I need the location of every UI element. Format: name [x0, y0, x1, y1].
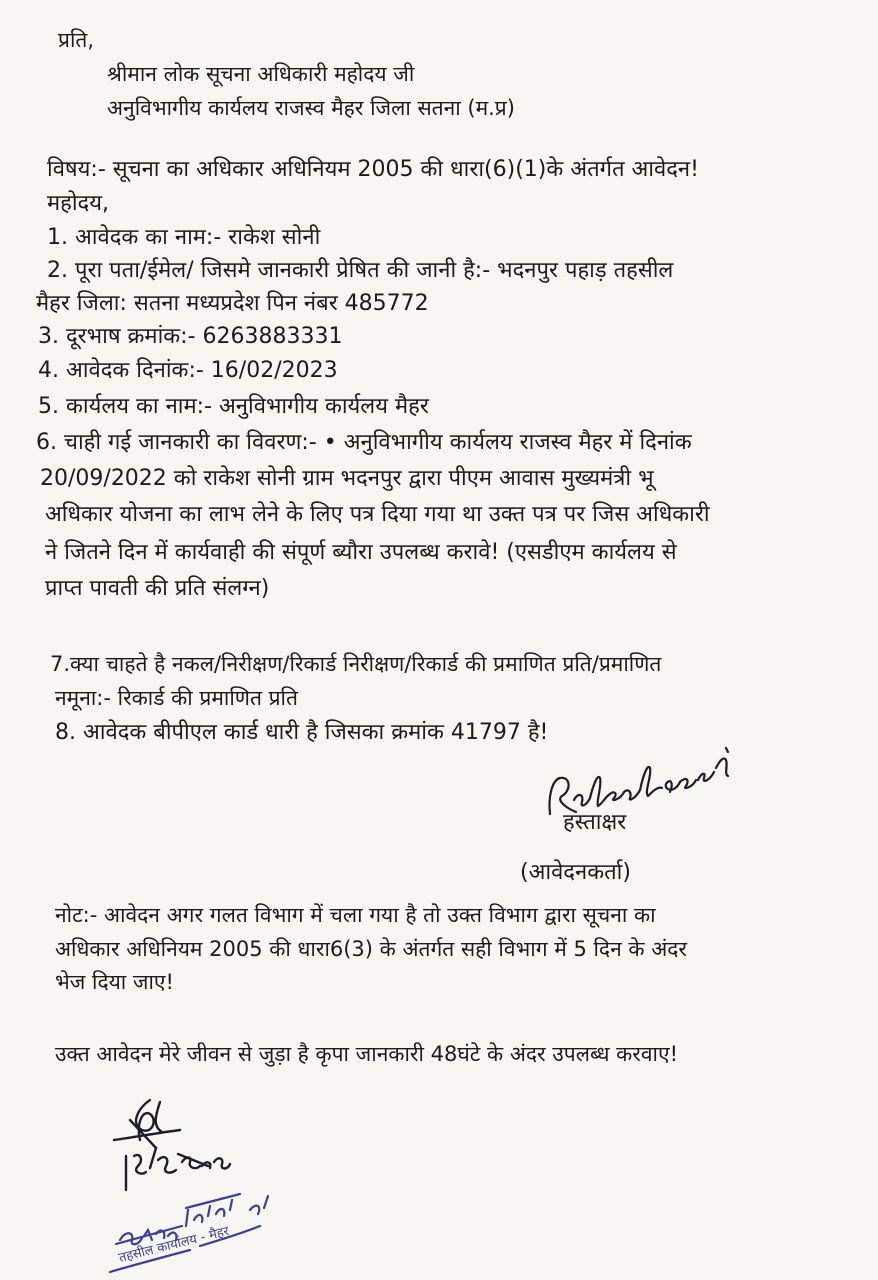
item-address-line-2: मैहर जिला: सतना मध्यप्रदेश पिन नंबर 485772 [36, 291, 429, 316]
note-line-2: अधिकार अधिनियम 2005 की धारा6(3) के अंतर्गत सही विभाग में 5 दिन के अंदर [55, 937, 687, 961]
item-info-sought-line-1: 6. चाही गई जानकारी का विवरण:- • अनुविभागीय कार्यलय राजस्व मैहर में दिनांक [36, 430, 692, 455]
note-line-3: भेज दिया जाए! [55, 970, 174, 994]
item-office-name: 5. कार्यलय का नाम:- अनुविभागीय कार्यलय मैहर [38, 394, 429, 419]
item-applicant-name: 1. आवेदक का नाम:- राकेश सोनी [47, 225, 321, 250]
note-line-1: नोट:- आवेदन अगर गलत विभाग में चला गया है तो उक्त विभाग द्वारा सूचना का [55, 903, 656, 927]
subject-line: विषय:- सूचना का अधिकार अधिनियम 2005 की धारा(6)(1)के अंतर्गत आवेदन! [47, 157, 699, 182]
item-info-sought-line-3: अधिकार योजना का लाभ लेने के लिए पत्र दिया गया था उक्त पत्र पर जिस अधिकारी [45, 502, 710, 527]
item-info-sought-line-4: ने जितने दिन में कार्यवाही की संपूर्ण ब्यौरा उपलब्ध करावे! (एसडीएम कार्यलय से [45, 540, 677, 565]
signature-label: हस्ताक्षर [563, 810, 627, 835]
addressee-line-1: श्रीमान लोक सूचना अधिकारी महोदय जी [107, 62, 415, 86]
item-application-date: 4. आवेदक दिनांक:- 16/02/2023 [38, 358, 338, 383]
closing-request: उक्त आवेदन मेरे जीवन से जुड़ा है कृपा जानकारी 48घंटे के अंदर उपलब्ध करवाए! [55, 1042, 678, 1066]
addressee-line-2: अनुविभागीय कार्यलय राजस्व मैहर जिला सतना (म.प्र) [107, 96, 515, 120]
office-receipt-stamp [90, 1090, 290, 1280]
item-bpl-card: 8. आवेदक बीपीएल कार्ड धारी है जिसका क्रमांक 41797 है! [55, 720, 549, 745]
item-address-line-1: 2. पूरा पता/ईमेल/ जिसमे जानकारी प्रेषित की जानी है:- भदनपुर पहाड़ तहसील [47, 258, 674, 283]
applicant-label: (आवेदनकर्ता) [520, 860, 631, 885]
item-request-type-line-1: 7.क्या चाहते है नकल/निरीक्षण/रिकार्ड निरीक्षण/रिकार्ड की प्रमाणित प्रति/प्रमाणित [50, 652, 662, 676]
item-phone: 3. दूरभाष क्रमांक:- 6263883331 [38, 324, 343, 349]
recipient-prefix: प्रति, [58, 28, 95, 52]
item-request-type-line-2: नमूना:- रिकार्ड की प्रमाणित प्रति [55, 686, 298, 710]
item-info-sought-line-5: प्राप्त पावती की प्रति संलग्न) [45, 576, 270, 601]
stamp-text-office: तहसील कार्यालय - मैहर [117, 1223, 231, 1266]
item-info-sought-line-2: 20/09/2022 को राकेश सोनी ग्राम भदनपुर द्वारा पीएम आवास मुख्यमंत्री भू [40, 466, 654, 491]
salutation: महोदय, [47, 191, 109, 216]
